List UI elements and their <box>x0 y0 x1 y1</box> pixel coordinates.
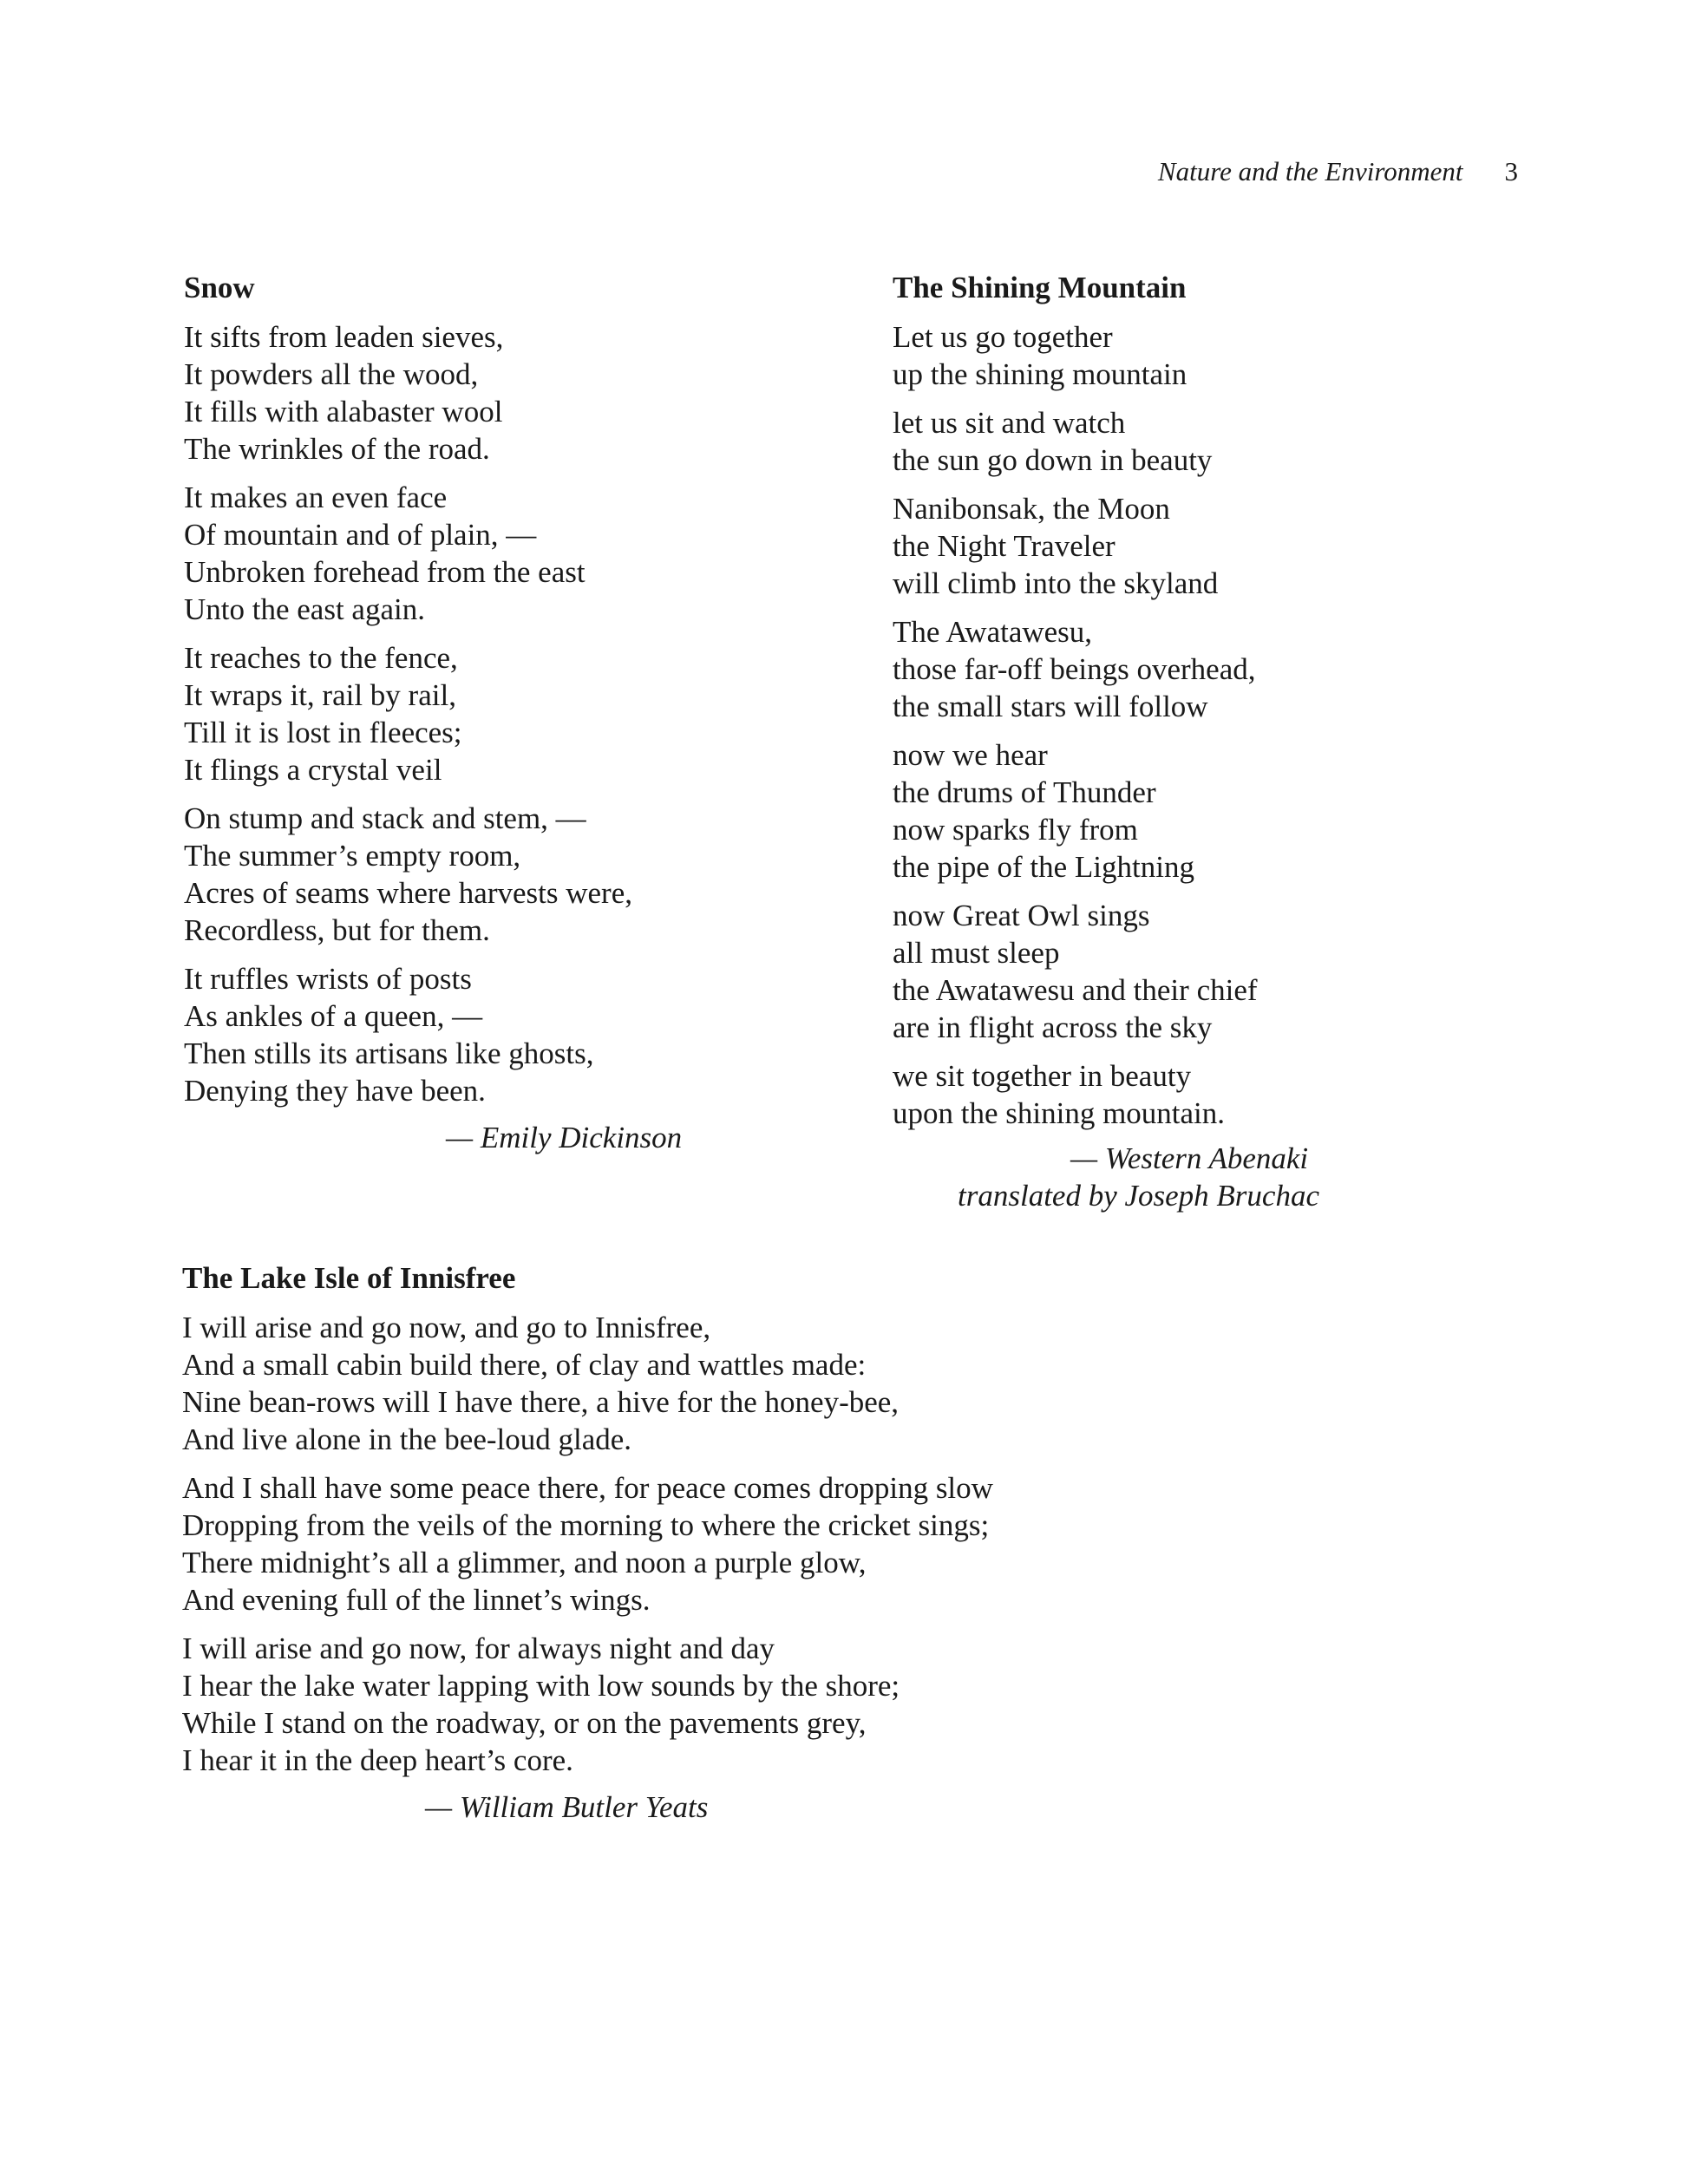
poem-line: Nanibonsak, the Moon <box>893 492 1170 526</box>
stanza <box>893 897 1500 1046</box>
poem-line: are in flight across the sky <box>893 1010 1213 1044</box>
poem-line: I hear it in the deep heart’s core. <box>182 1743 573 1777</box>
poem-line: upon the shining mountain. <box>893 1096 1226 1130</box>
poem-title: The Lake Isle of Innisfree <box>182 1261 516 1295</box>
poem-shining-mountain <box>893 269 1500 1214</box>
poem-line: I will arise and go now, for always night and day <box>182 1631 775 1665</box>
stanza <box>893 1057 1500 1132</box>
poem-line: I hear the lake water lapping with low sounds by the shore; <box>182 1669 900 1703</box>
poem-line: the sun go down in beauty <box>893 443 1213 477</box>
poem-line: It fills with alabaster wool <box>184 395 503 428</box>
poem-line: And evening full of the linnet’s wings. <box>182 1583 651 1617</box>
poem-attribution <box>893 1140 1500 1214</box>
poem-line: now sparks fly from <box>893 813 1138 847</box>
poem-line: now we hear <box>893 738 1048 772</box>
poem-line: And a small cabin build there, of clay and wattles made: <box>182 1348 867 1382</box>
stanza <box>893 736 1500 886</box>
poem-line: There midnight’s all a glimmer, and noon a purple glow, <box>182 1546 867 1579</box>
poem-snow <box>184 269 791 1156</box>
poem-line: all must sleep <box>893 936 1060 970</box>
poem-line: Let us go together <box>893 320 1113 354</box>
poem-line: Till it is lost in fleeces; <box>184 716 462 749</box>
poem-line: now Great Owl sings <box>893 899 1150 932</box>
poem-lake-isle-of-innisfree <box>182 1259 1223 1826</box>
running-header <box>1158 156 1518 187</box>
poem-line: It makes an even face <box>184 481 448 514</box>
poem-line: Dropping from the veils of the morning to where the cricket sings; <box>182 1508 990 1542</box>
poem-line: the pipe of the Lightning <box>893 850 1194 884</box>
poem-line: Recordless, but for them. <box>184 913 490 947</box>
stanza-list <box>182 1309 1223 1779</box>
poem-line: Unto the east again. <box>184 592 425 626</box>
stanza-list <box>184 318 791 1109</box>
poem-line: The Awatawesu, <box>893 615 1093 649</box>
poem-line: The wrinkles of the road. <box>184 432 490 466</box>
poem-line: up the shining mountain <box>893 357 1187 391</box>
stanza <box>184 639 791 788</box>
poem-line: Nine bean-rows will I have there, a hive for the honey-bee, <box>182 1385 900 1419</box>
poem-line: While I stand on the roadway, or on the pavements grey, <box>182 1706 867 1740</box>
poem-line: the drums of Thunder <box>893 775 1156 809</box>
stanza <box>893 404 1500 479</box>
poem-line: It sifts from leaden sieves, <box>184 320 504 354</box>
poem-line: Denying they have been. <box>184 1074 486 1108</box>
poem-line: Unbroken forehead from the east <box>184 555 586 589</box>
poem-line: It ruffles wrists of posts <box>184 962 472 996</box>
poem-line: will climb into the skyland <box>893 566 1219 600</box>
section-title: Nature and the Environment <box>1157 156 1463 186</box>
poem-line: we sit together in beauty <box>893 1059 1192 1093</box>
page-number: 3 <box>1504 156 1518 186</box>
stanza <box>893 613 1500 725</box>
poem-title: Snow <box>184 271 255 304</box>
poem-attribution: — William Butler Yeats <box>425 1790 709 1824</box>
poem-line: As ankles of a queen, — <box>184 999 483 1033</box>
attribution-source: — Western Abenaki <box>1070 1141 1309 1175</box>
stanza <box>893 318 1500 393</box>
poem-line: On stump and stack and stem, — <box>184 801 586 835</box>
poem-line: Of mountain and of plain, — <box>184 518 537 552</box>
poem-line: the Night Traveler <box>893 529 1116 563</box>
poem-line: It flings a crystal veil <box>184 753 442 787</box>
poem-line: And I shall have some peace there, for peace comes dropping slow <box>182 1471 993 1505</box>
poem-line: Then stills its artisans like ghosts, <box>184 1036 594 1070</box>
poem-line: The summer’s empty room, <box>184 839 521 873</box>
attribution-translator: translated by Joseph Bruchac <box>958 1179 1319 1213</box>
stanza <box>184 318 791 468</box>
poem-line: those far-off beings overhead, <box>893 652 1256 686</box>
stanza <box>893 490 1500 602</box>
poem-line: the Awatawesu and their chief <box>893 973 1258 1007</box>
stanza <box>182 1309 1223 1458</box>
stanza <box>184 800 791 949</box>
stanza-list <box>893 318 1500 1132</box>
poem-line: I will arise and go now, and go to Innisfree, <box>182 1311 711 1344</box>
poem-line: Acres of seams where harvests were, <box>184 876 633 910</box>
poem-line: the small stars will follow <box>893 690 1208 723</box>
poem-line: let us sit and watch <box>893 406 1126 440</box>
stanza <box>184 479 791 628</box>
poem-title: The Shining Mountain <box>893 271 1187 304</box>
poem-line: It reaches to the fence, <box>184 641 458 675</box>
poem-line: It powders all the wood, <box>184 357 479 391</box>
poem-attribution: — Emily Dickinson <box>446 1121 683 1154</box>
poem-line: It wraps it, rail by rail, <box>184 678 456 712</box>
stanza <box>182 1469 1223 1618</box>
stanza <box>182 1630 1223 1779</box>
poem-line: And live alone in the bee-loud glade. <box>182 1422 632 1456</box>
stanza <box>184 960 791 1109</box>
